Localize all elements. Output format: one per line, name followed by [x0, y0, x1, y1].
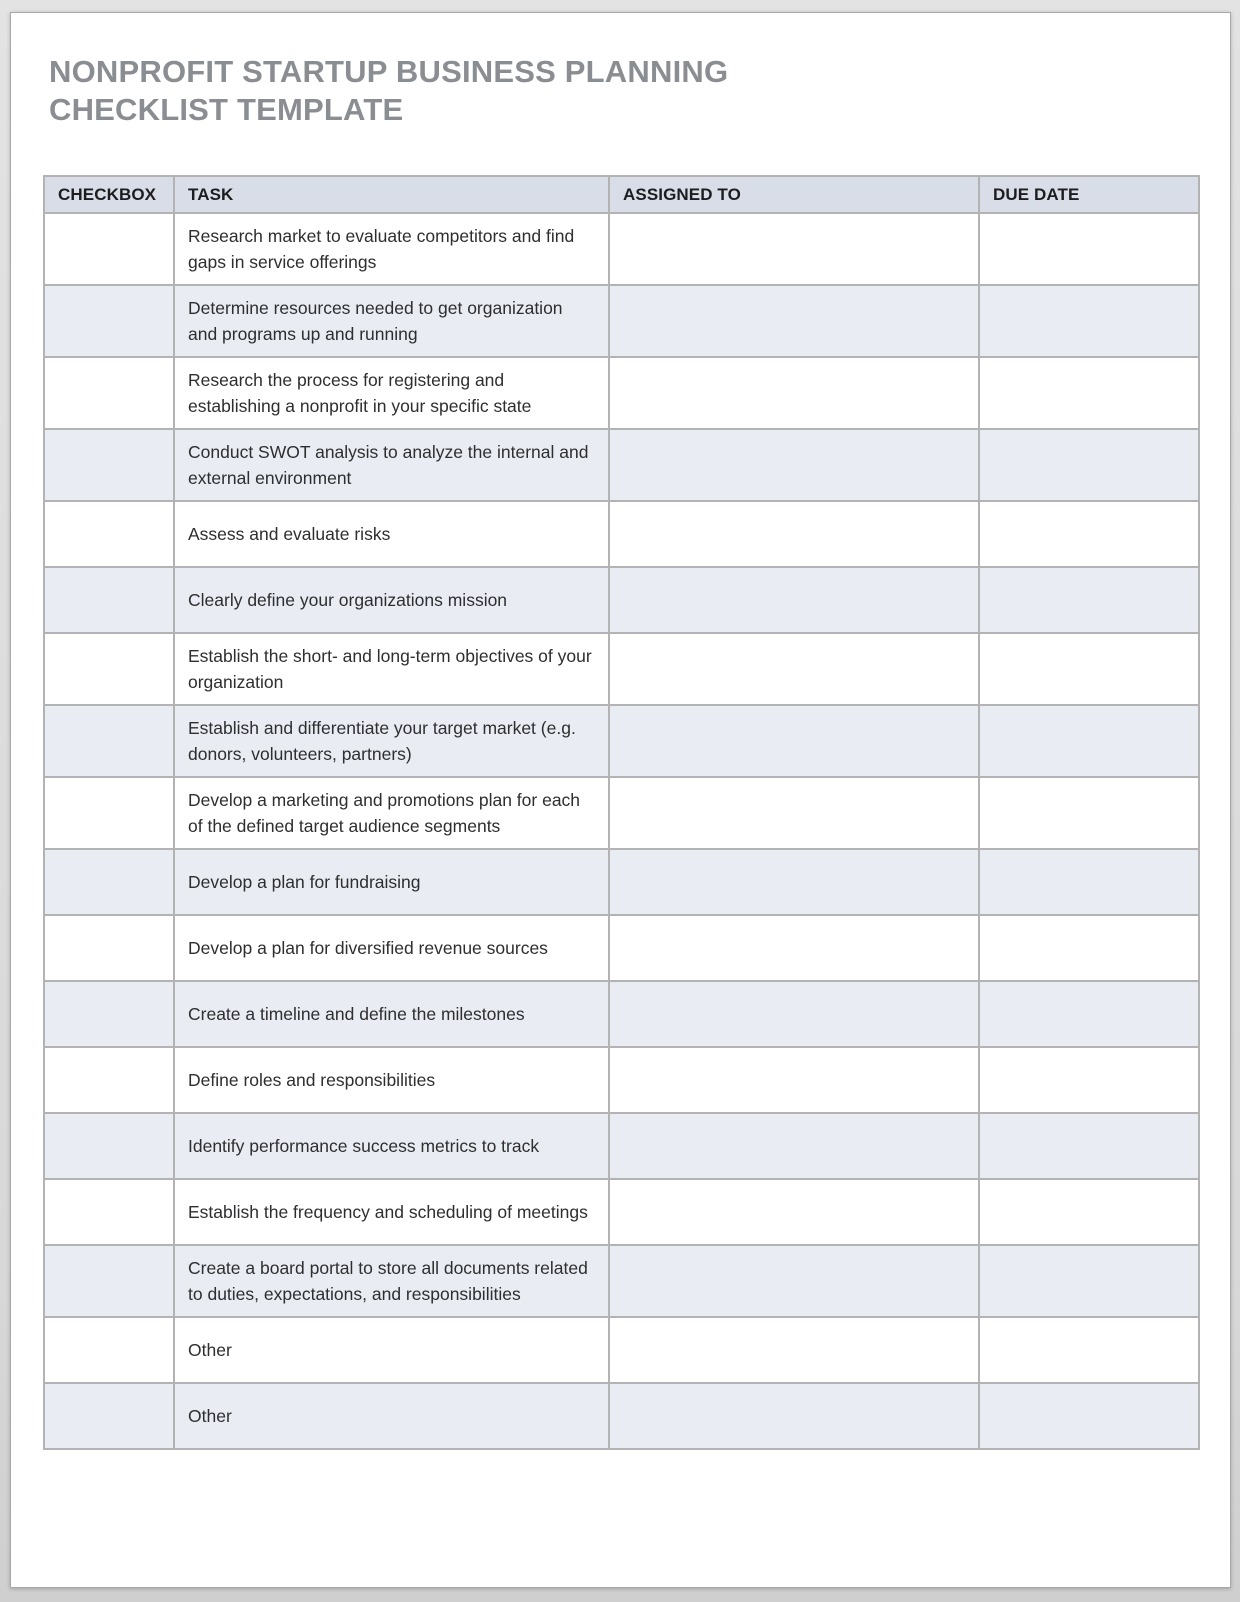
checklist-body [44, 213, 1199, 1449]
assigned-to-cell[interactable] [609, 915, 979, 981]
task-cell [174, 849, 609, 915]
due-date-cell[interactable] [979, 1245, 1199, 1317]
table-row [44, 1383, 1199, 1449]
task-label: Develop a plan for fundraising [188, 872, 421, 892]
due-date-cell[interactable] [979, 567, 1199, 633]
task-label: Develop a marketing and promotions plan for each of the defined target audience segments [188, 790, 581, 836]
task-label: Assess and evaluate risks [188, 524, 391, 544]
assigned-to-cell[interactable] [609, 285, 979, 357]
task-label: Conduct SWOT analysis to analyze the internal and external environment [188, 442, 589, 488]
checkbox-cell[interactable] [44, 1383, 174, 1449]
due-date-cell[interactable] [979, 285, 1199, 357]
table-row [44, 1179, 1199, 1245]
checkbox-cell[interactable] [44, 777, 174, 849]
assigned-to-cell[interactable] [609, 357, 979, 429]
task-label: Research market to evaluate competitors and find gaps in service offerings [188, 226, 575, 272]
due-date-cell[interactable] [979, 705, 1199, 777]
checkbox-cell[interactable] [44, 1245, 174, 1317]
assigned-to-cell[interactable] [609, 1179, 979, 1245]
checkbox-cell[interactable] [44, 849, 174, 915]
due-date-cell[interactable] [979, 777, 1199, 849]
assigned-to-cell[interactable] [609, 633, 979, 705]
checkbox-cell[interactable] [44, 915, 174, 981]
header-row [44, 176, 1199, 213]
due-date-cell[interactable] [979, 1179, 1199, 1245]
assigned-to-cell[interactable] [609, 1383, 979, 1449]
checkbox-cell[interactable] [44, 357, 174, 429]
task-label: Establish the short- and long-term objectives of your organization [188, 646, 592, 692]
task-label: Establish the frequency and scheduling of meetings [188, 1202, 588, 1222]
task-label: Other [188, 1340, 232, 1360]
due-date-cell[interactable] [979, 429, 1199, 501]
task-cell [174, 357, 609, 429]
table-row [44, 1317, 1199, 1383]
table-row [44, 705, 1199, 777]
task-cell [174, 633, 609, 705]
assigned-to-cell[interactable] [609, 213, 979, 285]
task-label: Other [188, 1406, 232, 1426]
due-date-cell[interactable] [979, 501, 1199, 567]
task-label: Identify performance success metrics to track [188, 1136, 540, 1156]
checkbox-cell[interactable] [44, 1113, 174, 1179]
task-cell [174, 285, 609, 357]
task-cell [174, 777, 609, 849]
task-cell [174, 1245, 609, 1317]
due-date-cell[interactable] [979, 357, 1199, 429]
table-row [44, 285, 1199, 357]
due-date-cell[interactable] [979, 1047, 1199, 1113]
table-row [44, 1047, 1199, 1113]
due-date-cell[interactable] [979, 213, 1199, 285]
due-date-cell[interactable] [979, 849, 1199, 915]
task-cell [174, 981, 609, 1047]
table-row [44, 915, 1199, 981]
task-label: Establish and differentiate your target market (e.g. donors, volunteers, partners) [188, 718, 576, 764]
task-cell [174, 501, 609, 567]
task-cell [174, 567, 609, 633]
checkbox-cell[interactable] [44, 1317, 174, 1383]
table-row [44, 501, 1199, 567]
task-cell [174, 915, 609, 981]
checkbox-cell[interactable] [44, 213, 174, 285]
due-date-cell[interactable] [979, 981, 1199, 1047]
page-title-line-1: NONPROFIT STARTUP BUSINESS PLANNING [49, 54, 729, 89]
table-row [44, 357, 1199, 429]
table-row [44, 849, 1199, 915]
table-row [44, 1245, 1199, 1317]
task-label: Determine resources needed to get organization and programs up and running [188, 298, 563, 344]
checkbox-cell[interactable] [44, 429, 174, 501]
column-header-due-date: DUE DATE [979, 176, 1199, 213]
task-label: Develop a plan for diversified revenue sources [188, 938, 548, 958]
checkbox-cell[interactable] [44, 981, 174, 1047]
page-title-line-2: CHECKLIST TEMPLATE [49, 92, 404, 127]
due-date-cell[interactable] [979, 1113, 1199, 1179]
checkbox-cell[interactable] [44, 1179, 174, 1245]
task-label: Define roles and responsibilities [188, 1070, 436, 1090]
table-row [44, 777, 1199, 849]
task-cell [174, 1179, 609, 1245]
document-page [10, 12, 1231, 1588]
table-row [44, 633, 1199, 705]
table-row [44, 567, 1199, 633]
page-title [49, 53, 1230, 129]
checkbox-cell[interactable] [44, 501, 174, 567]
column-header-assigned-to: ASSIGNED TO [609, 176, 979, 213]
task-cell [174, 705, 609, 777]
task-cell [174, 1383, 609, 1449]
assigned-to-cell[interactable] [609, 567, 979, 633]
due-date-cell[interactable] [979, 1317, 1199, 1383]
assigned-to-cell[interactable] [609, 1047, 979, 1113]
task-label: Create a timeline and define the milestones [188, 1004, 525, 1024]
assigned-to-cell[interactable] [609, 429, 979, 501]
due-date-cell[interactable] [979, 915, 1199, 981]
assigned-to-cell[interactable] [609, 501, 979, 567]
checkbox-cell[interactable] [44, 705, 174, 777]
due-date-cell[interactable] [979, 1383, 1199, 1449]
assigned-to-cell[interactable] [609, 705, 979, 777]
task-label: Clearly define your organizations mission [188, 590, 508, 610]
table-row [44, 429, 1199, 501]
column-header-checkbox: CHECKBOX [44, 176, 174, 213]
checkbox-cell[interactable] [44, 1047, 174, 1113]
column-header-task: TASK [174, 176, 609, 213]
table-row [44, 213, 1199, 285]
task-label: Research the process for registering and establishing a nonprofit in your specific state [188, 370, 532, 416]
task-cell [174, 213, 609, 285]
task-cell [174, 1047, 609, 1113]
task-cell [174, 429, 609, 501]
checkbox-cell[interactable] [44, 285, 174, 357]
task-label: Create a board portal to store all documents related to duties, expectations, and responsibilities [188, 1258, 588, 1304]
task-cell [174, 1317, 609, 1383]
table-row [44, 1113, 1199, 1179]
assigned-to-cell[interactable] [609, 1113, 979, 1179]
assigned-to-cell[interactable] [609, 849, 979, 915]
table-row [44, 981, 1199, 1047]
assigned-to-cell[interactable] [609, 1317, 979, 1383]
checklist-table [43, 175, 1200, 1450]
assigned-to-cell[interactable] [609, 981, 979, 1047]
assigned-to-cell[interactable] [609, 777, 979, 849]
task-cell [174, 1113, 609, 1179]
checkbox-cell[interactable] [44, 633, 174, 705]
assigned-to-cell[interactable] [609, 1245, 979, 1317]
checkbox-cell[interactable] [44, 567, 174, 633]
due-date-cell[interactable] [979, 633, 1199, 705]
